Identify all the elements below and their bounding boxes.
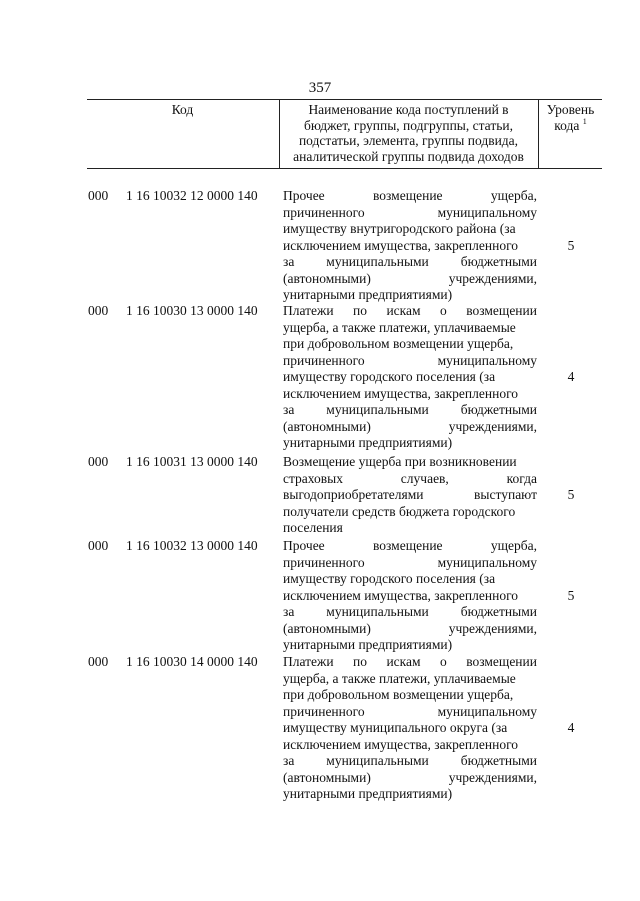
description-line: имуществу городского поселения (за bbox=[283, 571, 496, 586]
description-line: Возмещение ущерба при возникновении bbox=[283, 454, 517, 469]
description-line: унитарными предприятиями) bbox=[283, 637, 453, 652]
description-line: исключением имущества, закрепленного bbox=[283, 736, 519, 752]
description-line: ущерба, а также платежи, уплачиваемые bbox=[283, 319, 516, 335]
description-line: за муниципальными бюджетными bbox=[283, 402, 537, 417]
description-line: Платежи по искам о возмещении bbox=[283, 654, 537, 669]
header-level-line bbox=[539, 118, 602, 134]
description-line: Платежи по искам о возмещении bbox=[283, 303, 537, 318]
revenue-description bbox=[283, 538, 537, 654]
description-line: (автономными) учреждениями, bbox=[283, 769, 537, 785]
description-line: Прочее возмещение ущерба, bbox=[283, 188, 537, 203]
footnote-marker: 1 bbox=[582, 116, 587, 126]
revenue-code: 1 16 10031 13 0000 140 bbox=[126, 454, 258, 469]
description-line: исключением имущества, закрепленного bbox=[283, 385, 519, 401]
admin-code: 000 bbox=[88, 303, 109, 318]
description-line: унитарными предприятиями) bbox=[283, 435, 453, 450]
header-level bbox=[539, 102, 602, 133]
description-line: при добровольном возмещении ущерба, bbox=[283, 687, 514, 702]
admin-code: 000 bbox=[88, 188, 109, 203]
description-line: унитарными предприятиями) bbox=[283, 786, 453, 801]
description-line: причиненного муниципальному bbox=[283, 352, 537, 368]
admin-code: 000 bbox=[88, 654, 109, 669]
revenue-code: 1 16 10032 12 0000 140 bbox=[126, 188, 258, 203]
description-line: при добровольном возмещении ущерба, bbox=[283, 336, 514, 351]
description-line: страховых случаев, когда bbox=[283, 470, 537, 486]
description-line: причиненного муниципальному bbox=[283, 703, 537, 719]
revenue-code: 1 16 10030 13 0000 140 bbox=[126, 303, 258, 318]
description-line: за муниципальными бюджетными bbox=[283, 604, 537, 619]
admin-code: 000 bbox=[88, 538, 109, 553]
revenue-description bbox=[283, 303, 537, 452]
table-header bbox=[87, 99, 602, 169]
description-line: Прочее возмещение ущерба, bbox=[283, 538, 537, 553]
header-name bbox=[280, 102, 537, 164]
description-line: ущерба, а также платежи, уплачиваемые bbox=[283, 670, 516, 686]
description-line: (автономными) учреждениями, bbox=[283, 418, 537, 434]
header-level-text: кода bbox=[554, 117, 580, 133]
revenue-description bbox=[283, 188, 537, 304]
code-level: 5 bbox=[567, 587, 575, 603]
header-name-line: аналитической группы подвида доходов bbox=[293, 148, 524, 164]
code-level: 4 bbox=[567, 720, 575, 735]
revenue-code: 1 16 10032 13 0000 140 bbox=[126, 538, 258, 553]
description-line: имуществу внутригородского района (за bbox=[283, 221, 516, 236]
header-level-line: Уровень bbox=[546, 102, 595, 117]
description-line: за муниципальными бюджетными bbox=[283, 254, 537, 269]
description-line: за муниципальными бюджетными bbox=[283, 753, 537, 768]
revenue-description bbox=[283, 654, 537, 803]
header-name-line: подстатьи, элемента, группы подвида, bbox=[298, 133, 519, 148]
revenue-code: 1 16 10030 14 0000 140 bbox=[126, 654, 258, 669]
description-line: (автономными) учреждениями, bbox=[283, 270, 537, 286]
description-line: поселения bbox=[283, 520, 343, 535]
header-name-line: бюджет, группы, подгруппы, статьи, bbox=[304, 117, 513, 133]
revenue-description bbox=[283, 454, 537, 537]
code-level: 5 bbox=[567, 237, 575, 253]
description-line: исключением имущества, закрепленного bbox=[283, 237, 519, 253]
code-level: 4 bbox=[567, 369, 575, 384]
description-line: имуществу городского поселения (за bbox=[283, 369, 496, 384]
page-number: 357 bbox=[308, 80, 332, 96]
description-line: исключением имущества, закрепленного bbox=[283, 587, 519, 603]
description-line: причиненного муниципальному bbox=[283, 554, 537, 570]
description-line: унитарными предприятиями) bbox=[283, 287, 453, 302]
admin-code: 000 bbox=[88, 454, 109, 469]
description-line: причиненного муниципальному bbox=[283, 204, 537, 220]
description-line: выгодоприобретателями выступают bbox=[283, 487, 537, 502]
header-code: Код bbox=[171, 102, 194, 117]
description-line: (автономными) учреждениями, bbox=[283, 620, 537, 636]
description-line: получатели средств бюджета городского bbox=[283, 503, 516, 519]
description-line: имуществу муниципального округа (за bbox=[283, 720, 508, 735]
header-name-line: Наименование кода поступлений в bbox=[308, 102, 509, 117]
code-level: 5 bbox=[567, 487, 575, 502]
